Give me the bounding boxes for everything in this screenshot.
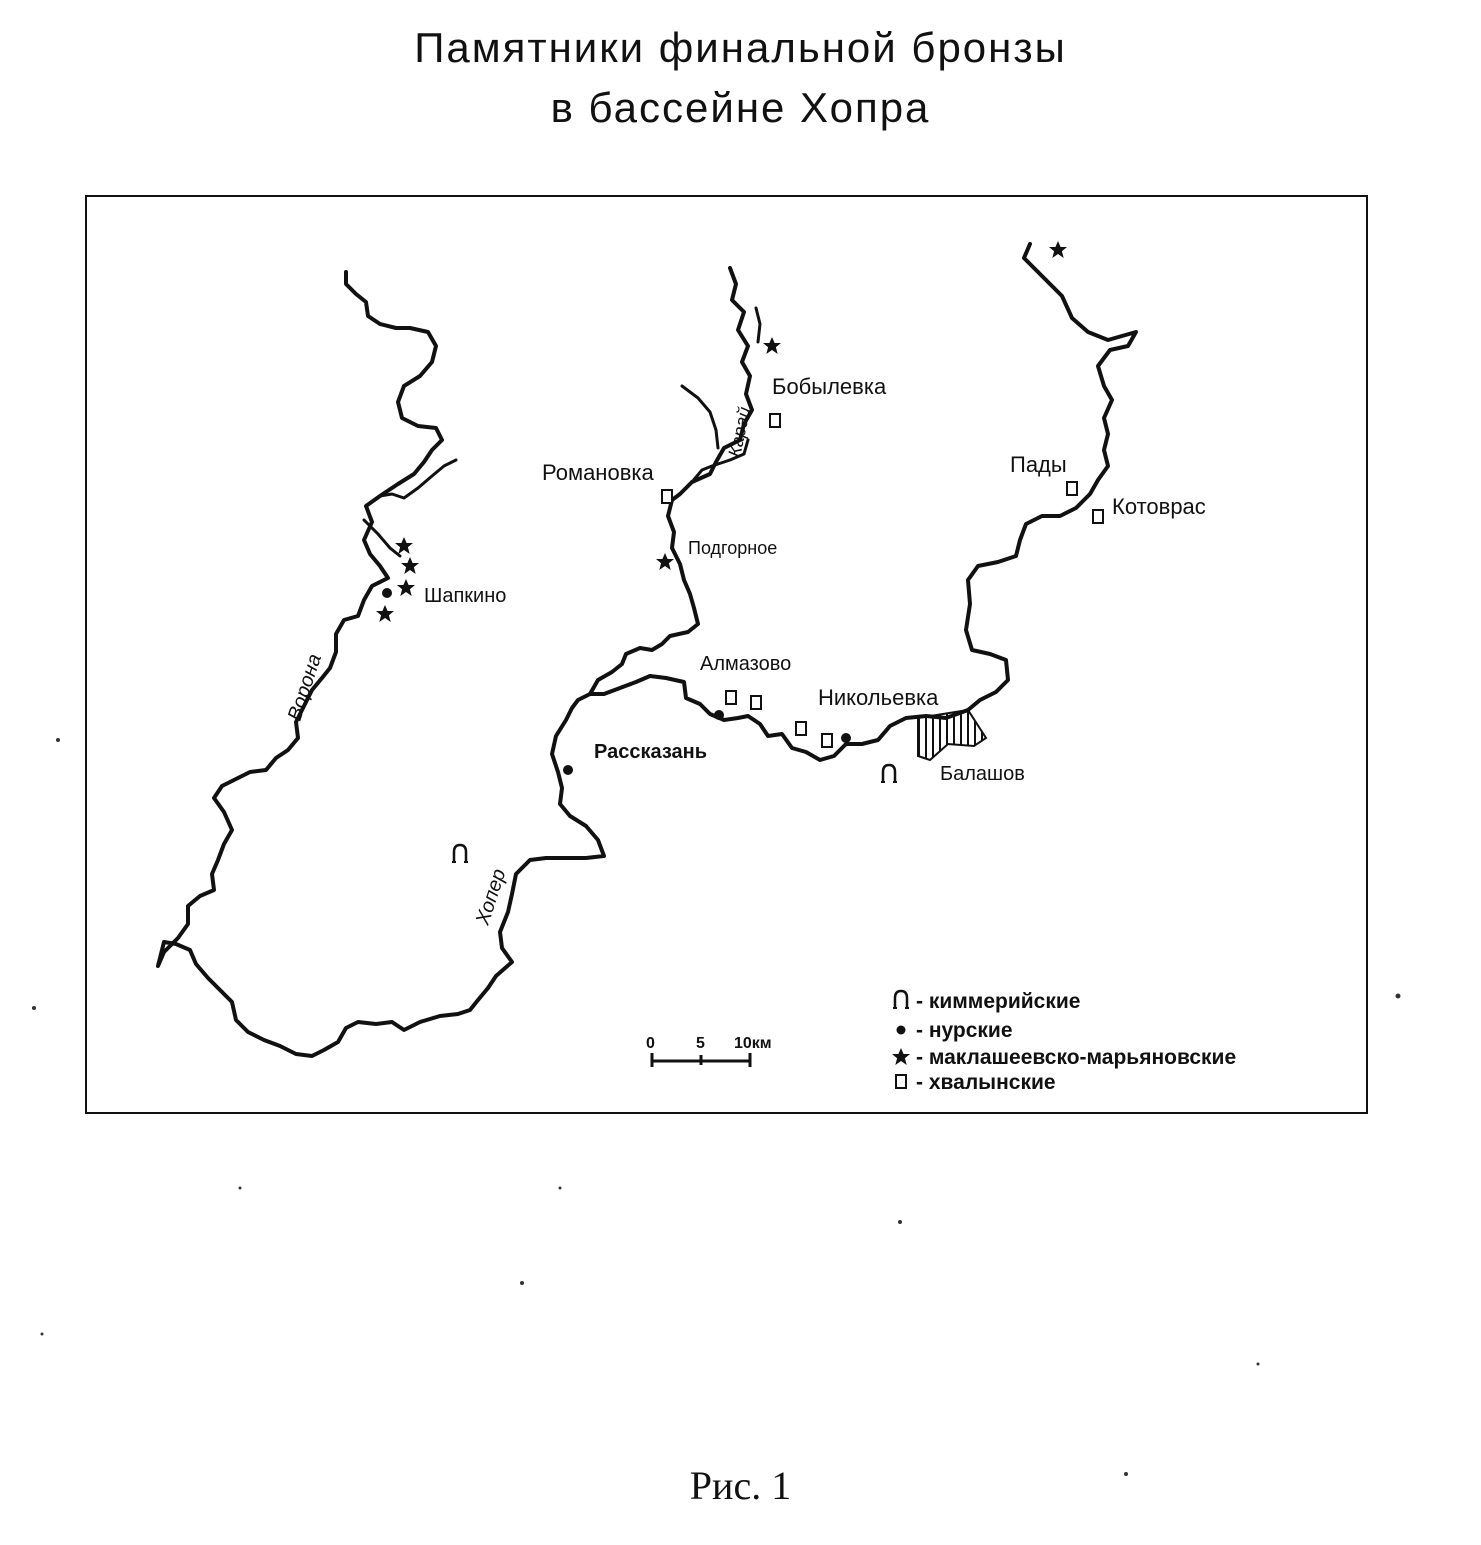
- legend: [892, 990, 1236, 1094]
- legend-maklasheevka: - маклашеевско-марьяновские: [916, 1046, 1237, 1069]
- label-balashov: Балашов: [940, 763, 1025, 785]
- site-star: [397, 579, 415, 596]
- legend-star-icon: [892, 1048, 910, 1065]
- label-rasskazan: Рассказань: [594, 741, 707, 763]
- label-pady: Пады: [1010, 452, 1067, 477]
- site-star: [376, 605, 394, 622]
- site-circle: [714, 710, 724, 720]
- site-square: [770, 414, 780, 427]
- label-river-khoper: Хопер: [471, 866, 511, 928]
- site-circle: [563, 765, 573, 775]
- site-arch: [452, 845, 468, 862]
- scale-tick-5: 5: [696, 1035, 705, 1052]
- label-river-karai: Карай: [724, 405, 755, 459]
- label-river-vorona: Ворона: [283, 651, 327, 724]
- legend-cimmerian: - киммерийские: [916, 990, 1081, 1013]
- legend-square-icon: [896, 1075, 906, 1088]
- figure-caption: Рис. 1: [689, 1463, 792, 1508]
- site-star: [1049, 241, 1067, 258]
- site-arch: [881, 765, 897, 782]
- map-title-line2: в бассейне Хопра: [550, 84, 931, 131]
- label-podgornoe: Подгорное: [688, 538, 778, 558]
- map-title-line1: Памятники финальной бронзы: [414, 24, 1067, 71]
- site-square: [1093, 510, 1103, 523]
- site-square: [822, 734, 832, 747]
- site-circle: [382, 588, 392, 598]
- legend-khvalynsk: - хвалынские: [916, 1071, 1056, 1094]
- label-shapkino: Шапкино: [424, 585, 507, 607]
- site-square: [662, 490, 672, 503]
- site-star: [395, 537, 413, 554]
- scale-tick-10: 10км: [734, 1035, 772, 1052]
- legend-circle-icon: [897, 1026, 906, 1035]
- site-square: [751, 696, 761, 709]
- site-star: [401, 557, 419, 574]
- label-kotovras: Котоврас: [1112, 494, 1206, 519]
- site-star: [763, 337, 781, 354]
- site-circle: [841, 733, 851, 743]
- scale-bar: [646, 1035, 772, 1067]
- label-bobylevka: Бобылевка: [772, 374, 887, 399]
- label-almazovo: Алмазово: [700, 653, 792, 675]
- site-square: [726, 691, 736, 704]
- site-square: [796, 722, 806, 735]
- legend-nursk: - нурские: [916, 1019, 1013, 1042]
- karai-branch-west: [682, 386, 718, 448]
- site-square: [1067, 482, 1077, 495]
- legend-arch-icon: [893, 991, 909, 1008]
- site-star: [656, 553, 674, 570]
- print-speckles: [32, 738, 1401, 1476]
- label-nikolevka: Никольевка: [818, 685, 939, 710]
- label-romanovka: Романовка: [542, 460, 654, 485]
- balashov-area: [918, 710, 986, 760]
- karai-branch-east: [756, 308, 760, 342]
- vorona-upper-loop: [380, 460, 456, 498]
- scale-tick-0: 0: [646, 1035, 655, 1052]
